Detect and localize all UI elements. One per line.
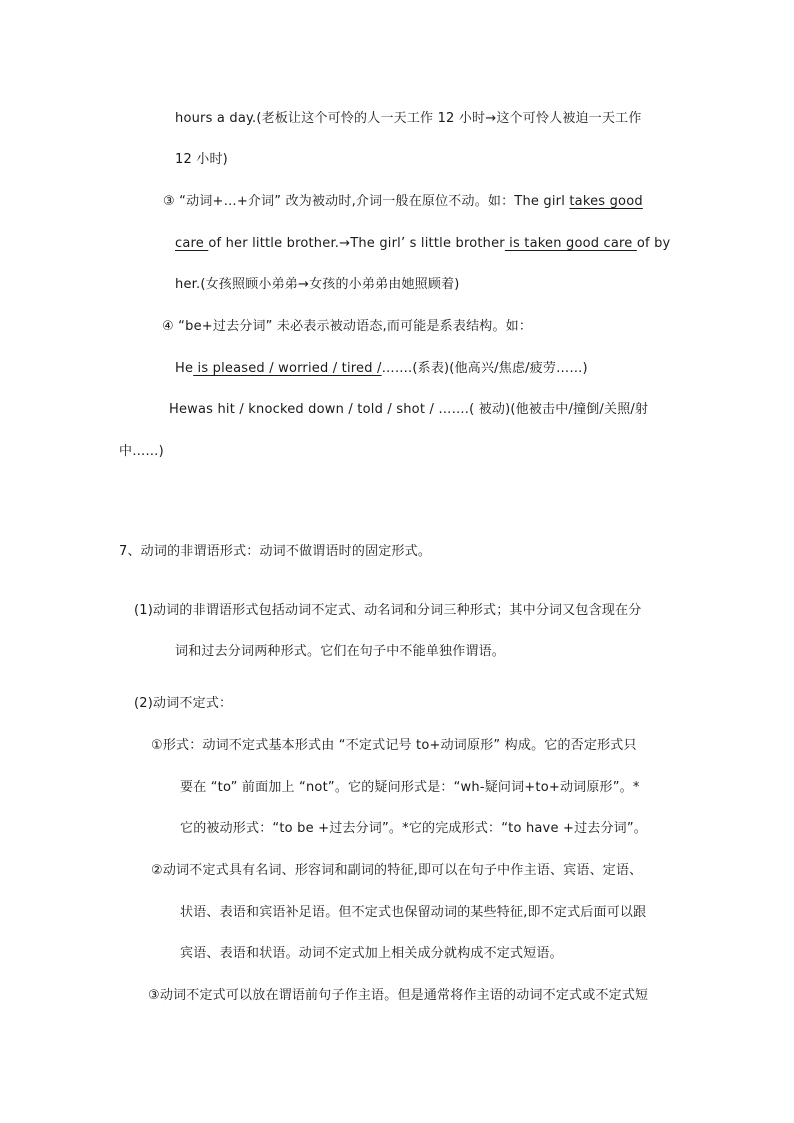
text-line: 词和过去分词两种形式。它们在句子中不能单独作谓语。 xyxy=(175,644,506,659)
text-line: ③动词不定式可以放在谓语前句子作主语。但是通常将作主语的动词不定式或不定式短 xyxy=(148,988,649,1003)
text-line: 状语、表语和宾语补足语。但不定式也保留动词的某些特征,即不定式后面可以跟 xyxy=(180,905,647,920)
section-heading: 7、动词的非谓语形式：动词不做谓语时的固定形式。 xyxy=(119,544,432,559)
text-run: He xyxy=(175,361,194,376)
text-line xyxy=(175,234,670,254)
text-line: 它的被动形式：“to be +过去分词”。*它的完成形式：“to have +过去分词”。 xyxy=(180,821,648,836)
text-line xyxy=(163,192,643,212)
underlined-phrase: is taken good care xyxy=(504,236,637,251)
text-line: her.(女孩照顾小弟弟→女孩的小弟弟由她照顾着) xyxy=(175,277,460,292)
text-run: of her little brother.→The girl’ s little brother xyxy=(208,236,505,251)
text-line: 中……) xyxy=(119,444,164,459)
underlined-phrase: takes good xyxy=(569,194,643,209)
text-line: ④ “be+过去分词” 未必表示被动语态,而可能是系表结构。如： xyxy=(162,319,533,334)
underlined-phrase: care xyxy=(175,236,209,251)
underlined-phrase: is pleased / worried / tired / xyxy=(193,361,382,376)
text-line: 12 小时) xyxy=(175,152,228,167)
text-run: …….(系表)(他高兴/焦虑/疲劳……) xyxy=(381,361,588,376)
text-line: 宾语、表语和状语。动词不定式加上相关成分就构成不定式短语。 xyxy=(180,946,563,961)
text-line: (1)动词的非谓语形式包括动词不定式、动名词和分词三种形式；其中分词又包含现在分 xyxy=(134,603,642,618)
text-run: of by xyxy=(636,236,671,251)
text-line: 要在 “to” 前面加上 “not”。它的疑问形式是：“wh-疑问词+to+动词原形”。* xyxy=(180,780,640,795)
text-line: ②动词不定式具有名词、形容词和副词的特征,即可以在句子中作主语、宾语、定语、 xyxy=(151,863,643,878)
text-run: ③ “动词+…+介词” 改为被动时,介词一般在原位不动。如：The girl xyxy=(163,194,570,209)
text-line: ①形式：动词不定式基本形式由 “不定式记号 to+动词原形” 构成。它的否定形式只 xyxy=(151,738,637,753)
text-line xyxy=(175,359,588,379)
subsection-heading: (2)动词不定式： xyxy=(134,696,233,711)
text-line: Hewas hit / knocked down / told / shot / …….( 被动)(他被击中/撞倒/关照/射 xyxy=(169,402,649,417)
text-line: hours a day.(老板让这个可怜的人一天工作 12 小时→这个可怜人被迫一天工作 xyxy=(175,111,642,126)
